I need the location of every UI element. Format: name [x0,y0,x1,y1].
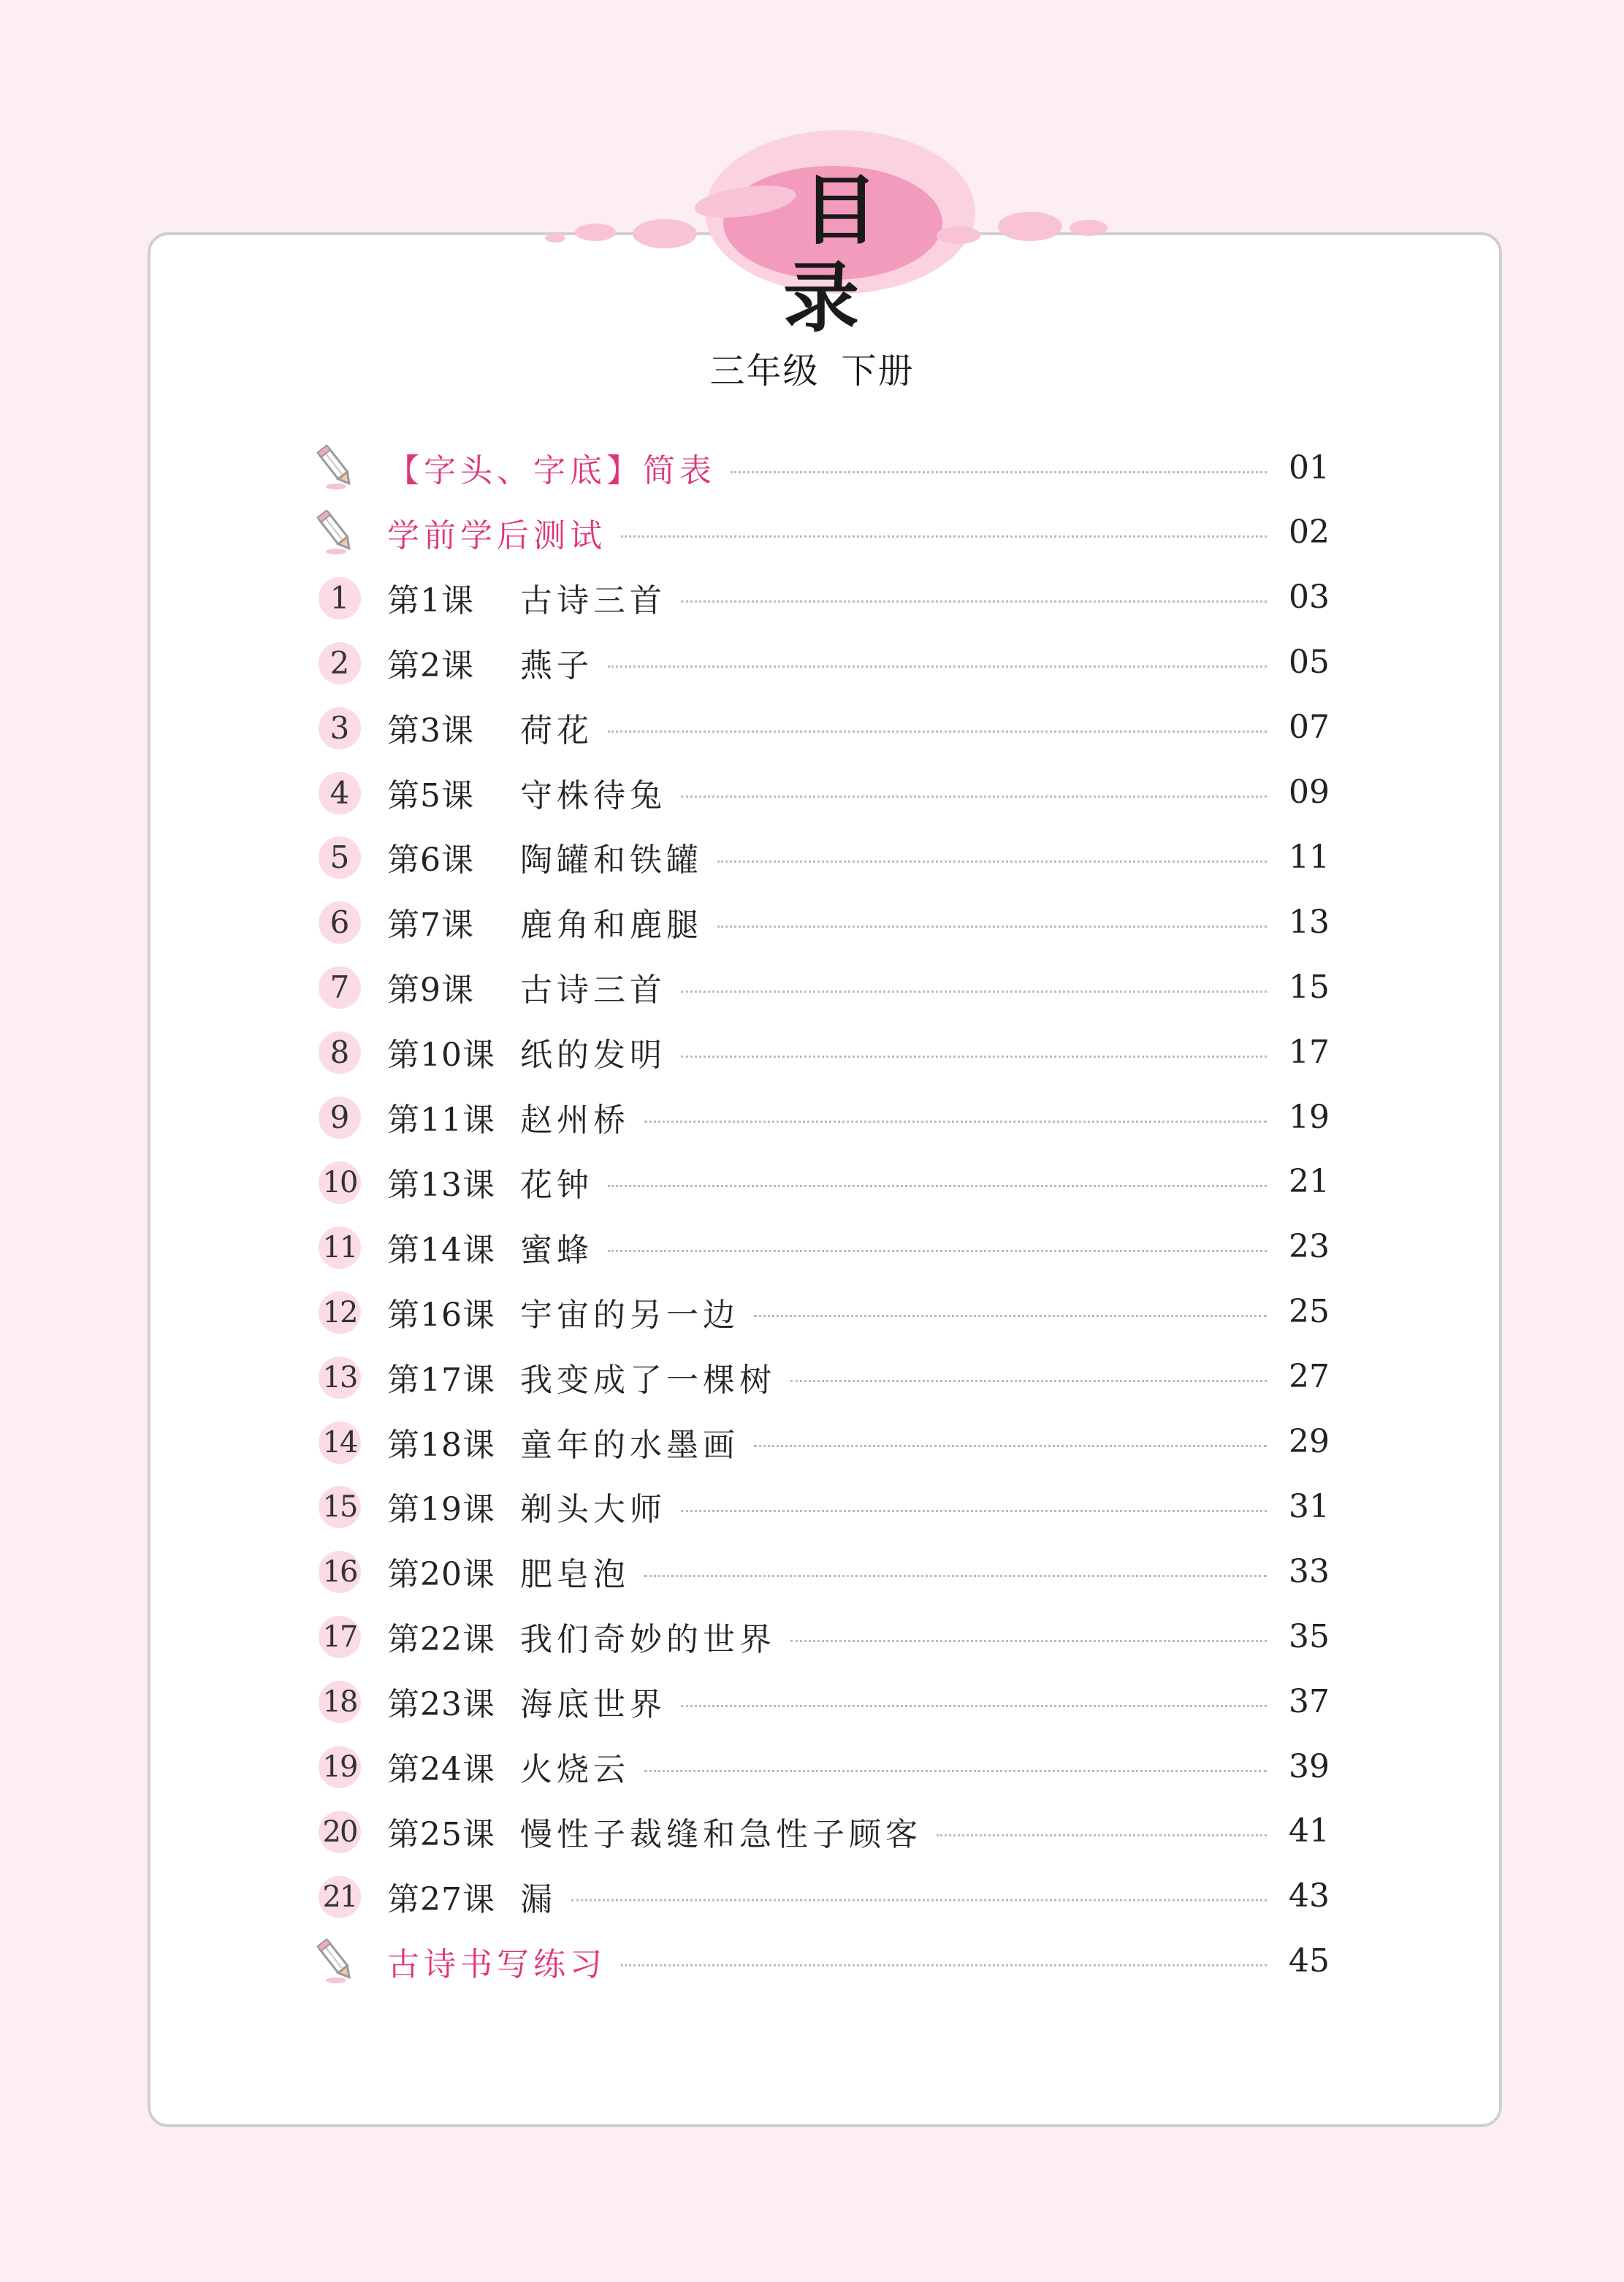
lesson-number: 第23课 [387,1686,495,1724]
number-badge [307,958,387,1016]
entry-title: 燕子 [520,646,593,684]
entry-title: 古诗三首 [520,972,666,1010]
pencil-icon [314,508,358,556]
number-badge [307,1218,387,1276]
number-badge [307,1737,387,1796]
page-number: 01 [1289,449,1330,486]
entry-title: 纸的发明 [520,1037,666,1075]
entry-title: 宇宙的另一边 [520,1296,739,1334]
lesson-number: 第16课 [387,1296,495,1334]
toc-row[interactable] [307,1867,1330,1926]
number-badge [307,1348,387,1406]
page-number: 09 [1289,774,1330,811]
number-badge-text: 7 [319,966,361,1009]
number-badge [307,763,387,822]
page-number: 35 [1289,1617,1330,1655]
toc-row[interactable] [307,763,1330,822]
number-badge [307,568,387,627]
toc-row[interactable] [307,828,1330,886]
number-badge [307,1088,387,1146]
page-number: 23 [1289,1228,1330,1266]
number-badge [307,1607,387,1665]
number-badge-text: 20 [319,1811,361,1853]
dot-leader [608,1185,1267,1187]
lesson-number: 第25课 [387,1815,495,1853]
toc-row[interactable] [307,1218,1330,1276]
number-badge-text: 16 [319,1551,361,1593]
entry-title: 古诗书写练习 [387,1945,606,1983]
page-number: 45 [1289,1942,1330,1980]
dot-leader [681,1705,1267,1707]
number-badge [307,698,387,757]
entry-title: 花钟 [520,1166,593,1204]
pencil-icon [307,438,387,497]
number-badge-text: 14 [319,1422,361,1464]
toc-row[interactable] [307,1932,1330,1991]
number-badge-text: 13 [319,1356,361,1399]
lesson-number: 第3课 [387,711,474,749]
dot-leader [731,471,1267,473]
entry-title: 陶罐和铁罐 [520,842,703,879]
lesson-number: 第2课 [387,646,474,684]
lesson-number: 第7课 [387,907,474,945]
entry-title: 肥皂泡 [520,1556,630,1594]
toc-row[interactable] [307,1477,1330,1535]
toc-row[interactable] [307,1088,1330,1146]
dot-leader [608,665,1267,668]
number-badge-text: 10 [319,1161,361,1204]
dot-leader [754,1445,1267,1447]
dot-leader [644,1121,1267,1123]
toc-row[interactable] [307,698,1330,757]
toc-row[interactable] [307,1737,1330,1796]
number-badge-text: 18 [319,1681,361,1723]
entry-title: 漏 [520,1880,557,1918]
dot-leader [644,1575,1267,1577]
page-number: 15 [1289,968,1330,1006]
toc-row[interactable] [307,1672,1330,1730]
lesson-number: 第17课 [387,1361,495,1399]
lesson-number: 第18课 [387,1426,495,1464]
page-title: 目 录 [782,165,916,343]
entry-title: 慢性子裁缝和急性子顾客 [520,1815,922,1853]
toc-row[interactable] [307,1413,1330,1471]
number-badge [307,893,387,951]
number-badge-text: 17 [319,1616,361,1658]
entry-title: 剃头大师 [520,1491,666,1529]
number-badge [307,1802,387,1861]
pencil-icon [307,1932,387,1991]
lesson-number: 第19课 [387,1491,495,1529]
entry-title: 赵州桥 [520,1102,630,1139]
toc-row[interactable] [307,1542,1330,1600]
number-badge-text: 8 [319,1031,361,1074]
page-number: 13 [1289,903,1330,941]
toc-row[interactable] [307,1348,1330,1406]
number-badge [307,1283,387,1341]
toc-row[interactable] [307,1607,1330,1665]
toc-row[interactable] [307,503,1330,562]
number-badge [307,1867,387,1926]
number-badge [307,1477,387,1535]
entry-title: 我变成了一棵树 [520,1361,776,1399]
toc-row[interactable] [307,633,1330,692]
lesson-number: 第5课 [387,776,474,814]
dot-leader [644,1770,1267,1772]
number-badge-text: 5 [319,836,361,879]
number-badge [307,828,387,886]
lesson-number: 第27课 [387,1880,495,1918]
page-number: 03 [1289,579,1330,617]
number-badge-text: 15 [319,1486,361,1528]
volume-label: 下册 [841,351,915,392]
page-number: 33 [1289,1552,1330,1590]
entry-title: 守株待兔 [520,776,666,814]
lesson-number: 第6课 [387,842,474,879]
page-number: 05 [1289,644,1330,682]
lesson-number: 第1课 [387,581,474,619]
dot-leader [790,1640,1267,1642]
entry-title: 火烧云 [520,1751,630,1788]
lesson-number: 第24课 [387,1751,495,1788]
page-number: 31 [1289,1487,1330,1525]
lesson-number: 第13课 [387,1166,495,1204]
number-badge-text: 9 [319,1096,361,1139]
dot-leader [571,1899,1267,1901]
lesson-number: 第11课 [387,1102,495,1139]
dot-leader [681,991,1267,993]
page-number: 02 [1289,514,1330,552]
entry-title: 我们奇妙的世界 [520,1621,776,1659]
number-badge [307,633,387,692]
page-number: 27 [1289,1358,1330,1396]
entry-title: 古诗三首 [520,581,666,619]
dot-leader [717,860,1267,863]
number-badge [307,1542,387,1600]
page-subtitle [0,349,1624,393]
entry-title: 【字头、字底】简表 [387,452,716,489]
pencil-icon [314,1936,358,1985]
dot-leader [681,1056,1267,1058]
number-badge-text: 6 [319,901,361,944]
page-number: 41 [1289,1812,1330,1850]
lesson-number: 第10课 [387,1037,495,1075]
number-badge [307,1023,387,1081]
toc-row[interactable] [307,1802,1330,1861]
toc-row[interactable] [307,1153,1330,1211]
number-badge-text: 11 [319,1226,361,1269]
number-badge-text: 3 [319,707,361,749]
number-badge-text: 21 [319,1876,361,1918]
grade-label: 三年级 [709,351,820,392]
dot-leader [608,1250,1267,1252]
lesson-number: 第22课 [387,1621,495,1659]
toc-row[interactable] [307,958,1330,1016]
entry-title: 童年的水墨画 [520,1426,739,1464]
page-number: 19 [1289,1098,1330,1136]
dot-leader [754,1315,1267,1317]
number-badge-text: 12 [319,1291,361,1334]
entry-title: 鹿角和鹿腿 [520,907,703,945]
dot-leader [717,926,1267,928]
page-number: 07 [1289,709,1330,747]
toc-row[interactable] [307,1283,1330,1341]
dot-leader [608,730,1267,733]
page-number: 17 [1289,1033,1330,1071]
number-badge-text: 4 [319,772,361,814]
dot-leader [681,1510,1267,1512]
entry-title: 海底世界 [520,1686,666,1724]
number-badge [307,1153,387,1211]
page-number: 21 [1289,1163,1330,1201]
page-number: 29 [1289,1423,1330,1460]
number-badge [307,1672,387,1730]
toc-row[interactable] [307,568,1330,627]
entry-title: 学前学后测试 [387,516,606,554]
page-number: 37 [1289,1682,1330,1720]
page-number: 43 [1289,1877,1330,1915]
number-badge-text: 19 [319,1746,361,1788]
dot-leader [621,535,1267,538]
dot-leader [681,795,1267,798]
number-badge-text: 2 [319,642,361,684]
dot-leader [937,1834,1267,1836]
number-badge [307,1413,387,1471]
dot-leader [790,1380,1267,1382]
page-number: 25 [1289,1293,1330,1331]
entry-title: 蜜蜂 [520,1231,593,1269]
lesson-number: 第14课 [387,1231,495,1269]
pencil-icon [314,443,358,491]
number-badge-text: 1 [319,577,361,619]
dot-leader [681,600,1267,603]
dot-leader [621,1964,1267,1966]
toc-row[interactable] [307,893,1330,951]
lesson-number: 第20课 [387,1556,495,1594]
lesson-number: 第9课 [387,972,474,1010]
toc-row[interactable] [307,1023,1330,1081]
pencil-icon [307,503,387,562]
page-number: 11 [1289,838,1330,876]
page-number: 39 [1289,1747,1330,1785]
toc-row[interactable] [307,438,1330,497]
entry-title: 荷花 [520,711,593,749]
